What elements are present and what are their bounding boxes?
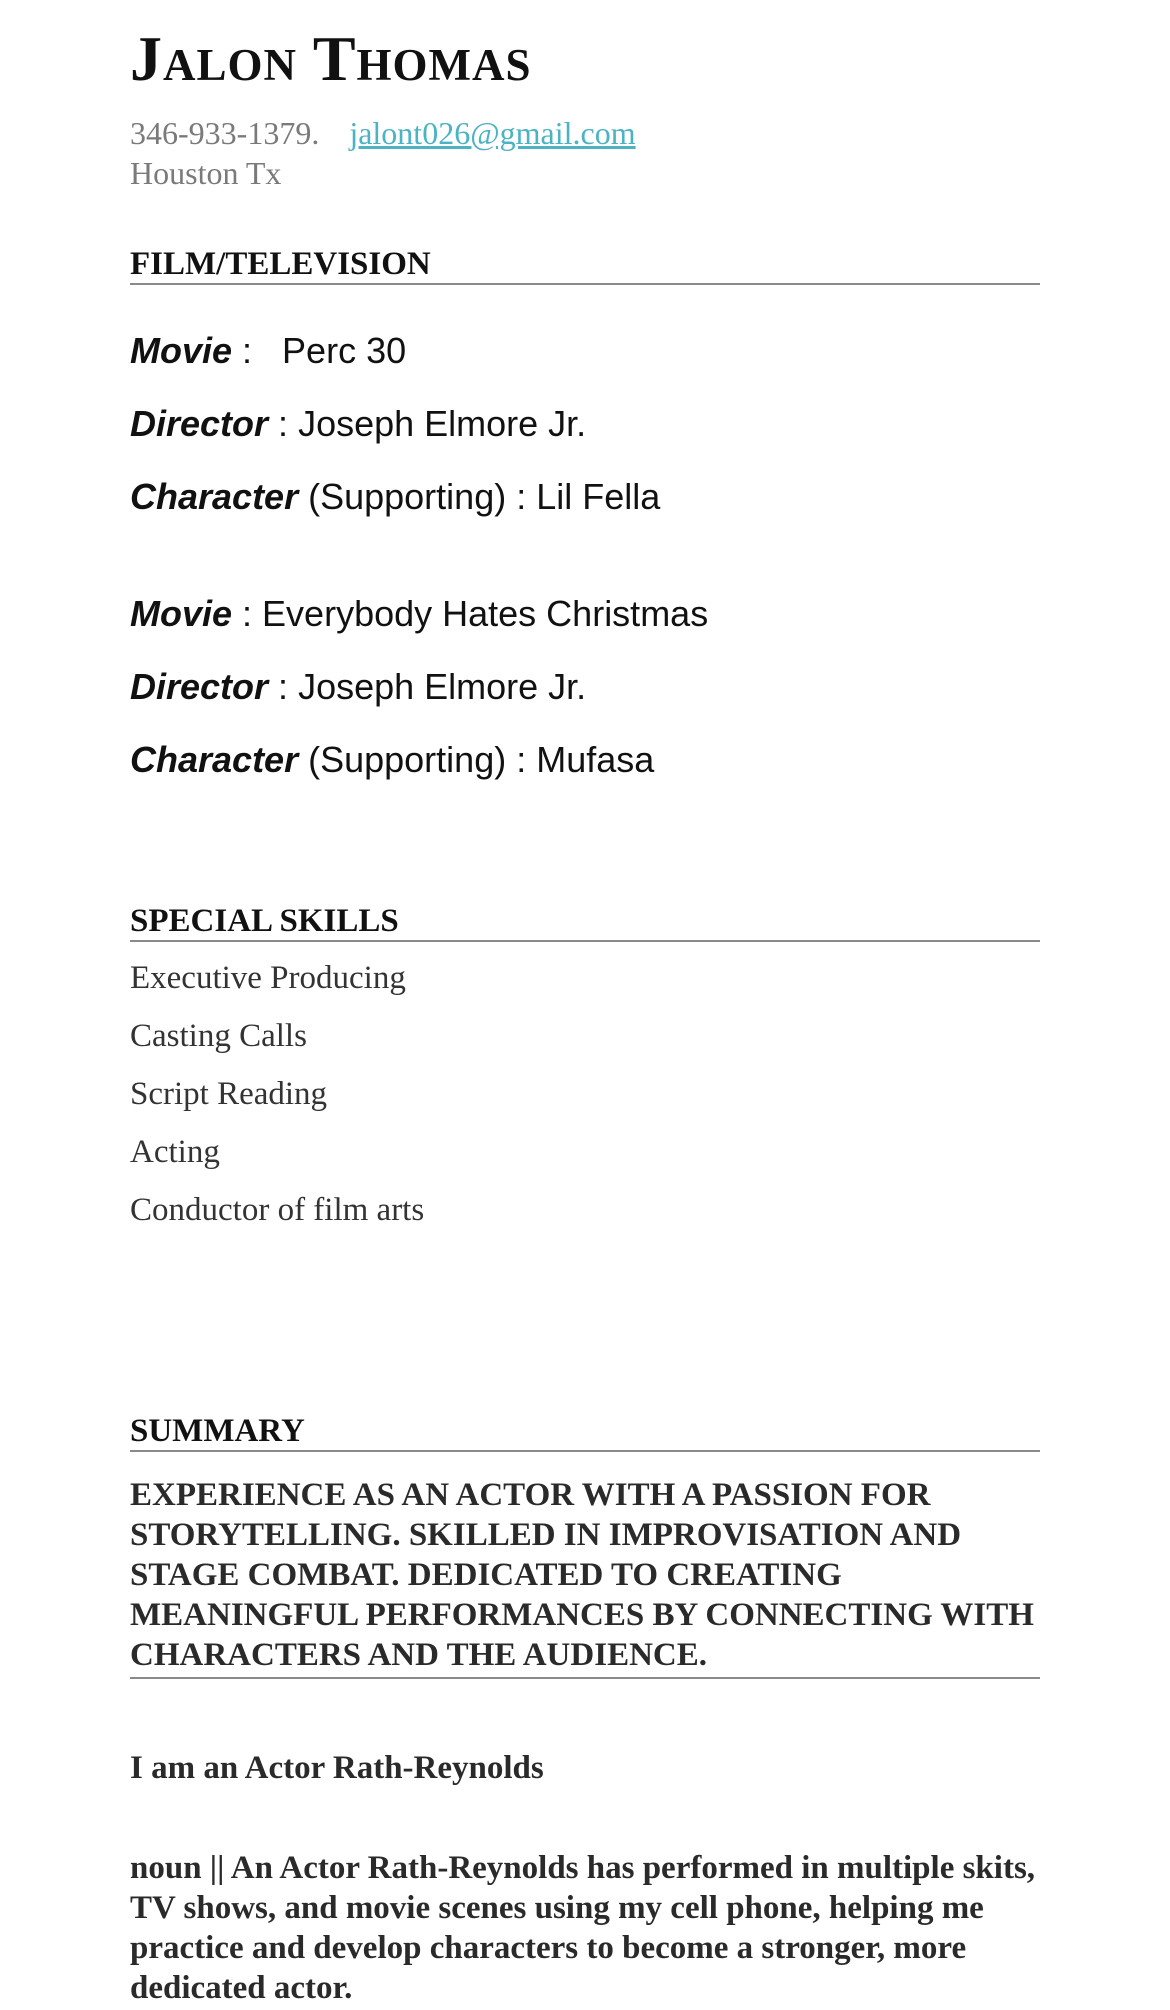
credit-movie xyxy=(130,330,406,372)
actor-definition: noun || An Actor Rath-Reynolds has performed in multiple skits, TV shows, and movie scenes using my cell phone, helping me practice and develop characters to become a stronger, more dedicated actor. xyxy=(130,1850,1036,2006)
credit-director xyxy=(130,666,586,708)
credit-director xyxy=(130,403,586,445)
summary-text: EXPERIENCE AS AN ACTOR WITH A PASSION FOR STORYTELLING. SKILLED IN IMPROVISATION AND STAGE COMBAT. DEDICATED TO CREATING MEANINGFUL PERFORMANCES BY CONNECTING WITH CHARACTERS AND THE AUDIENCE. xyxy=(130,1475,1040,1679)
skill-item: Script Reading xyxy=(130,1076,328,1112)
credit-character xyxy=(130,476,660,518)
director-name: Joseph Elmore Jr. xyxy=(298,666,587,707)
location-text: Houston Tx xyxy=(130,155,282,191)
summary-heading: SUMMARY xyxy=(130,1412,1040,1452)
character-label: Character xyxy=(130,739,299,780)
movie-label: Movie xyxy=(130,330,233,371)
special-skills-heading: SPECIAL SKILLS xyxy=(130,902,1040,942)
character-label: Character xyxy=(130,476,299,517)
movie-separator: : xyxy=(232,330,283,371)
director-label: Director xyxy=(130,403,269,444)
character-role: (Supporting) : Lil Fella xyxy=(298,476,661,517)
character-role: (Supporting) : Mufasa xyxy=(298,739,655,780)
director-separator: : xyxy=(268,666,299,707)
director-separator: : xyxy=(268,403,299,444)
film-television-heading: FILM/TELEVISION xyxy=(130,245,1040,285)
resume-name: Jalon Thomas xyxy=(130,23,532,94)
credit-character xyxy=(130,739,654,781)
director-label: Director xyxy=(130,666,269,707)
email-link[interactable]: jalont026@gmail.com xyxy=(349,115,636,151)
skill-item: Acting xyxy=(130,1134,220,1170)
phone-number: 346-933-1379. xyxy=(130,115,320,151)
actor-tagline: I am an Actor Rath-Reynolds xyxy=(130,1750,544,1786)
movie-title: Perc 30 xyxy=(282,330,407,371)
movie-label: Movie xyxy=(130,593,233,634)
movie-separator: : xyxy=(232,593,263,634)
skill-item: Casting Calls xyxy=(130,1018,307,1054)
movie-title: Everybody Hates Christmas xyxy=(262,593,709,634)
director-name: Joseph Elmore Jr. xyxy=(298,403,587,444)
contact-block xyxy=(130,113,636,193)
credit-movie xyxy=(130,593,708,635)
skill-item: Executive Producing xyxy=(130,960,406,996)
skill-item: Conductor of film arts xyxy=(130,1192,425,1228)
